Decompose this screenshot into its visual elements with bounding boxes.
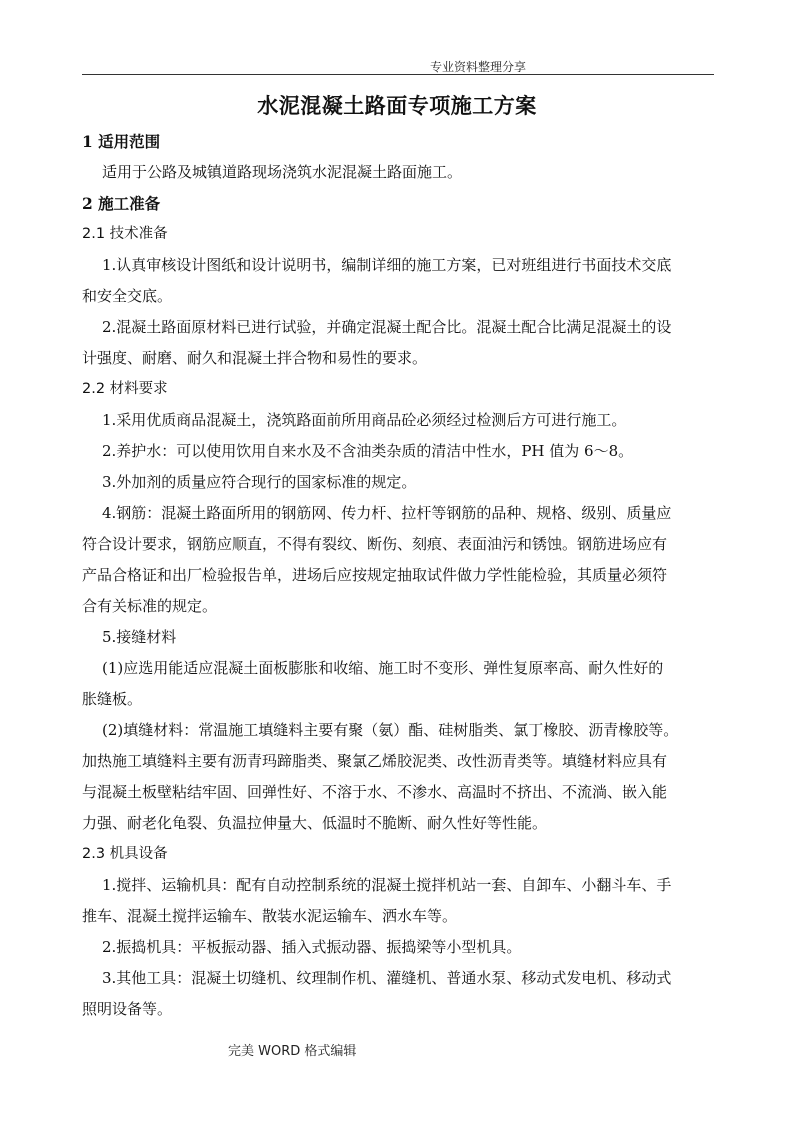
body-text-line: 产品合格证和出厂检验报告单，进场后应按规定抽取试件做力学性能检验，其质量必须符 <box>82 566 668 584</box>
body-text-line: 3.外加剂的质量应符合现行的国家标准的规定。 <box>102 473 417 491</box>
body-text-line: 3.其他工具：混凝土切缝机、纹理制作机、灌缝机、普通水泵、移动式发电机、移动式 <box>102 969 672 987</box>
body-text-line: 力强、耐老化龟裂、负温拉伸量大、低温时不脆断、耐久性好等性能。 <box>82 814 548 832</box>
subsection-heading: 2.1 技术准备 <box>82 226 168 242</box>
body-text-line: 2.振捣机具：平板振动器、插入式振动器、振捣梁等小型机具。 <box>102 938 522 956</box>
body-text-line: 5.接缝材料 <box>102 628 177 646</box>
page-header-rule <box>82 74 714 75</box>
body-text-line: 2.养护水：可以使用饮用自来水及不含油类杂质的清洁中性水，PH 值为 6～8。 <box>102 442 634 460</box>
subsection-heading: 2.2 材料要求 <box>82 381 168 397</box>
body-text-line: 4.钢筋：混凝土路面所用的钢筋网、传力杆、拉杆等钢筋的品种、规格、级别、质量应 <box>102 504 672 522</box>
body-text-line: 计强度、耐磨、耐久和混凝土拌合物和易性的要求。 <box>82 349 428 367</box>
body-text-line: 胀缝板。 <box>82 690 143 708</box>
document-title: 水泥混凝土路面专项施工方案 <box>257 93 537 118</box>
body-text-line: 照明设备等。 <box>82 1000 173 1018</box>
body-text-line: 适用于公路及城镇道路现场浇筑水泥混凝土路面施工。 <box>102 163 463 181</box>
body-text-line: 合有关标准的规定。 <box>82 597 218 615</box>
body-text-line: 符合设计要求，钢筋应顺直，不得有裂纹、断伤、刻痕、表面油污和锈蚀。钢筋进场应有 <box>82 535 668 553</box>
body-text-line: (1)应选用能适应混凝土面板膨胀和收缩、施工时不变形、弹性复原率高、耐久性好的 <box>102 659 664 677</box>
body-text-line: 推车、混凝土搅拌运输车、散装水泥运输车、洒水车等。 <box>82 907 458 925</box>
body-text-line: 2.混凝土路面原材料已进行试验，并确定混凝土配合比。混凝土配合比满足混凝土的设 <box>102 318 672 336</box>
page-header-text: 专业资料整理分享 <box>430 60 527 74</box>
section-heading: 2 施工准备 <box>82 194 161 213</box>
subsection-heading: 2.3 机具设备 <box>82 846 168 862</box>
body-text-line: 与混凝土板壁粘结牢固、回弹性好、不溶于水、不渗水、高温时不挤出、不流淌、嵌入能 <box>82 783 668 801</box>
section-heading: 1 适用范围 <box>82 132 161 151</box>
body-text-line: 1.搅拌、运输机具：配有自动控制系统的混凝土搅拌机站一套、自卸车、小翻斗车、手 <box>102 876 672 894</box>
body-text-line: (2)填缝材料：常温施工填缝料主要有聚（氨）酯、硅树脂类、氯丁橡胶、沥青橡胶等。 <box>102 721 679 739</box>
body-text-line: 1.采用优质商品混凝土，浇筑路面前所用商品砼必须经过检测后方可进行施工。 <box>102 411 627 429</box>
page-footer-text: 完美 WORD 格式编辑 <box>228 1044 357 1059</box>
document-body <box>82 126 714 1025</box>
body-text-line: 加热施工填缝料主要有沥青玛蹄脂类、聚氯乙烯胶泥类、改性沥青类等。填缝材料应具有 <box>82 752 668 770</box>
body-text-line: 和安全交底。 <box>82 287 173 305</box>
body-text-line: 1.认真审核设计图纸和设计说明书，编制详细的施工方案，已对班组进行书面技术交底 <box>102 256 672 274</box>
